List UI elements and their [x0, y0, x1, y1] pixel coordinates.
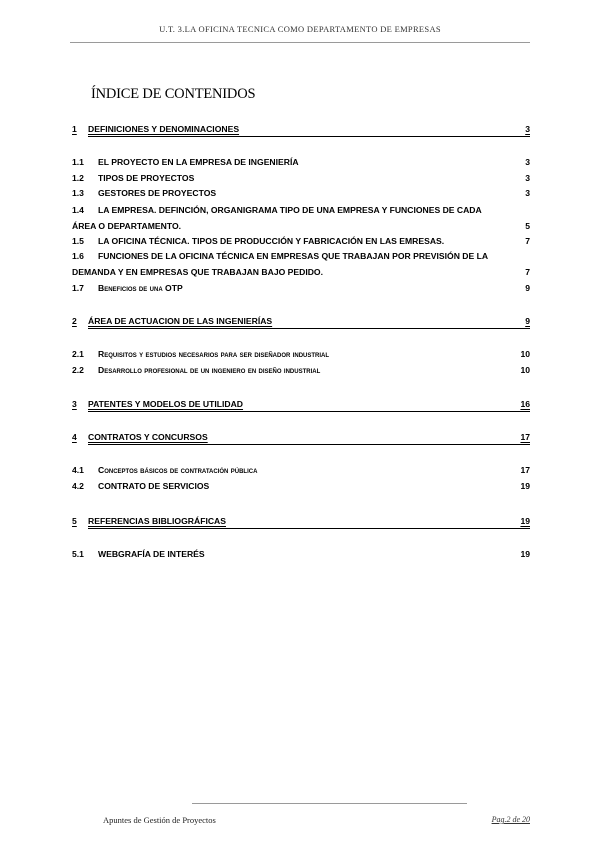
toc-page: 19 [520, 516, 530, 526]
toc-number: 1.6 [72, 251, 84, 261]
toc-text: ÁREA DE ACTUACION DE LAS INGENIERÍAS [88, 316, 273, 326]
toc-number: 5 [72, 516, 77, 526]
toc-page: 10 [520, 349, 530, 359]
toc-number: 1.7 [72, 283, 84, 293]
toc-number: 4.1 [72, 465, 84, 475]
toc-page: 17 [520, 432, 530, 442]
toc-text: CONTRATOS Y CONCURSOS [88, 432, 208, 442]
toc-number: 3 [72, 399, 77, 409]
toc-text: Conceptos básicos de contratación pública [98, 465, 258, 475]
toc-number: 1 [72, 124, 77, 134]
toc-entry-4[interactable] [72, 430, 530, 445]
toc-entry-2-1[interactable] [72, 347, 530, 361]
toc-number: 1.5 [72, 236, 84, 246]
toc-entry-1[interactable] [72, 122, 530, 137]
toc-text: LA EMPRESA. DEFINCIÓN, ORGANIGRAMA TIPO DE UNA EMPRESA Y FUNCIONES DE CADA [98, 205, 482, 215]
toc-entry-5-1[interactable] [72, 547, 530, 561]
toc-number: 1.4 [72, 205, 84, 215]
toc-number: 2.1 [72, 349, 84, 359]
header-rule [70, 42, 530, 43]
toc-entry-4-1[interactable] [72, 463, 530, 477]
toc-text: REFERENCIAS BIBLIOGRÁFICAS [88, 516, 226, 526]
toc-entry-1-7[interactable] [72, 281, 530, 295]
toc-text-continued: DEMANDA Y EN EMPRESAS QUE TRABAJAN BAJO PEDIDO. [72, 267, 324, 277]
toc-text: TIPOS DE PROYECTOS [98, 173, 195, 183]
toc-entry-3[interactable] [72, 397, 530, 412]
page-title: ÍNDICE DE CONTENIDOS [91, 86, 256, 102]
toc-text: DEFINICIONES Y DENOMINACIONES [88, 124, 240, 134]
toc-text: PATENTES Y MODELOS DE UTILIDAD [88, 399, 244, 409]
toc-entry-1-4[interactable] [72, 203, 530, 233]
toc-number: 1.3 [72, 188, 84, 198]
toc-number: 4.2 [72, 481, 84, 491]
toc-page: 7 [525, 236, 530, 246]
toc-entry-4-2[interactable] [72, 479, 530, 493]
toc-page: 3 [525, 124, 530, 134]
toc-page: 17 [520, 465, 530, 475]
toc-number: 2.2 [72, 365, 84, 375]
toc-text: LA OFICINA TÉCNICA. TIPOS DE PRODUCCIÓN Y FABRICACIÓN EN LAS EMRESAS. [98, 236, 445, 246]
toc-page: 9 [525, 283, 530, 293]
toc-entry-1-1[interactable] [72, 155, 530, 169]
toc-text: Requisitos y estudios necesarios para ser diseñador industrial [98, 349, 330, 359]
toc-number: 1.2 [72, 173, 84, 183]
toc-page: 10 [520, 365, 530, 375]
toc-page: 7 [525, 267, 530, 277]
running-header: U.T. 3.LA OFICINA TECNICA COMO DEPARTAMENTO DE EMPRESAS [159, 24, 441, 34]
toc-entry-2[interactable] [72, 314, 530, 329]
toc-number: 5.1 [72, 549, 84, 559]
toc-text: GESTORES DE PROYECTOS [98, 188, 217, 198]
toc-entry-1-6[interactable] [72, 249, 530, 279]
toc-text: FUNCIONES DE LA OFICINA TÉCNICA EN EMPRESAS QUE TRABAJAN POR PREVISIÓN DE LA [98, 251, 489, 261]
toc-page: 3 [525, 173, 530, 183]
toc-text: WEBGRAFÍA DE INTERÉS [98, 549, 205, 559]
toc-page: 3 [525, 157, 530, 167]
toc-entry-1-3[interactable] [72, 186, 530, 200]
toc-text: CONTRATO DE SERVICIOS [98, 481, 210, 491]
footer-title: Apuntes de Gestión de Proyectos [103, 815, 216, 825]
toc-entry-1-5[interactable] [72, 234, 530, 248]
toc-number: 2 [72, 316, 77, 326]
toc-entry-1-2[interactable] [72, 171, 530, 185]
toc-page: 19 [520, 481, 530, 491]
toc-number: 1.1 [72, 157, 84, 167]
toc-page: 3 [525, 188, 530, 198]
toc-entry-2-2[interactable] [72, 363, 530, 377]
page-number: Pag.2 de 20 [491, 815, 530, 824]
toc-text: Desarrollo profesional de un ingeniero en diseño industrial [98, 365, 321, 375]
toc-text: Beneficios de una OTP [98, 283, 183, 293]
toc-text-continued: ÁREA O DEPARTAMENTO. [72, 221, 182, 231]
toc-text: EL PROYECTO EN LA EMPRESA DE INGENIERÍA [98, 157, 299, 167]
toc-number: 4 [72, 432, 77, 442]
toc-entry-5[interactable] [72, 514, 530, 529]
toc-page: 19 [520, 549, 530, 559]
toc-page: 9 [525, 316, 530, 326]
footer-rule [192, 803, 467, 804]
toc-page: 16 [520, 399, 530, 409]
toc-page: 5 [525, 221, 530, 231]
